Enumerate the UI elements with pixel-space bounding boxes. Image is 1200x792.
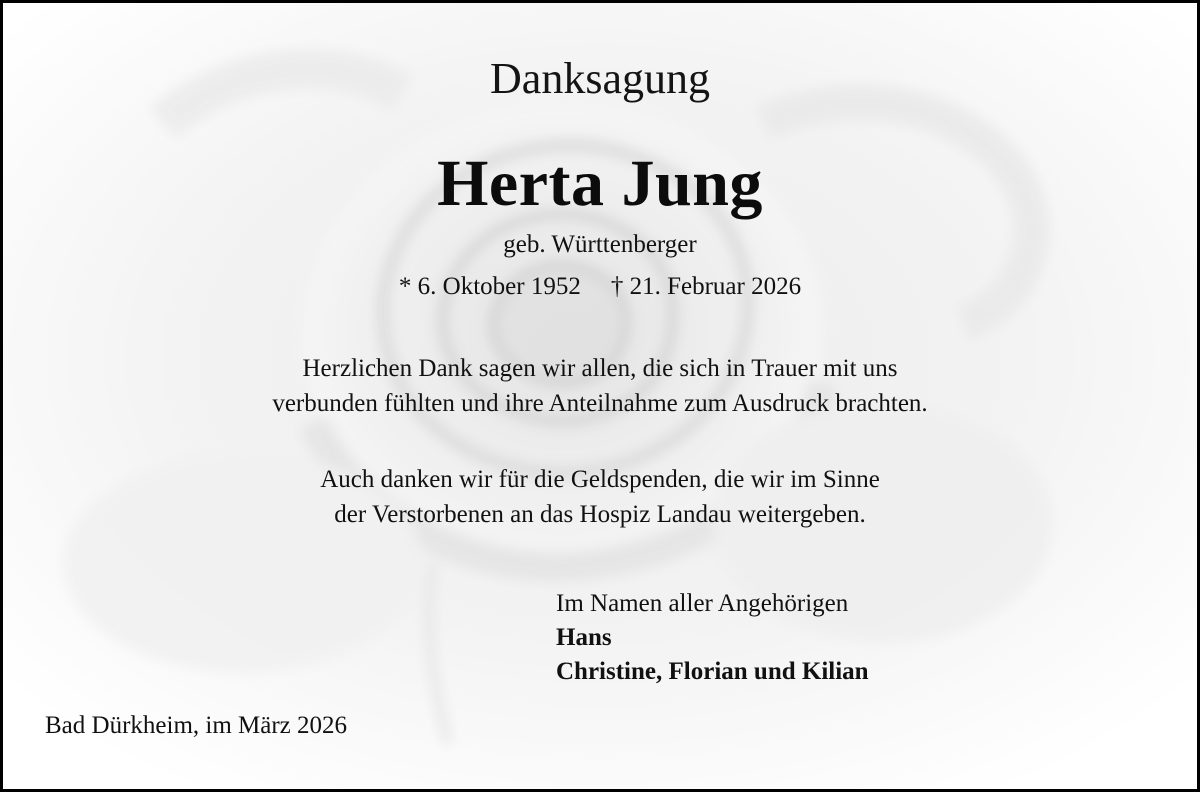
signature-name-1: Hans	[556, 624, 612, 651]
place-date: Bad Dürkheim, im März 2026	[45, 712, 348, 739]
death-date: † 21. Februar 2026	[610, 273, 802, 300]
deceased-name: Herta Jung	[437, 147, 763, 220]
birth-name: geb. Württenberger	[503, 231, 697, 258]
thanks-line: Auch danken wir für die Geldspenden, die wir im Sinne	[320, 466, 880, 493]
notice-heading: Danksagung	[490, 54, 710, 103]
thanks-line: verbunden fühlten und ihre Anteilnahme zum Ausdruck brachten.	[272, 390, 928, 417]
signature-name-2: Christine, Florian und Kilian	[556, 658, 869, 685]
signature-intro: Im Namen aller Angehörigen	[556, 590, 849, 617]
thanks-line: Herzlichen Dank sagen wir allen, die sich in Trauer mit uns	[302, 355, 898, 382]
signature-block	[556, 587, 869, 689]
life-dates	[3, 271, 1197, 303]
thanks-line: der Verstorbenen an das Hospiz Landau weitergeben.	[334, 501, 866, 528]
thanks-paragraph-1	[3, 351, 1197, 421]
thanks-paragraph-2	[3, 462, 1197, 532]
notice-content	[3, 3, 1197, 789]
birth-date: * 6. Oktober 1952	[398, 273, 581, 300]
